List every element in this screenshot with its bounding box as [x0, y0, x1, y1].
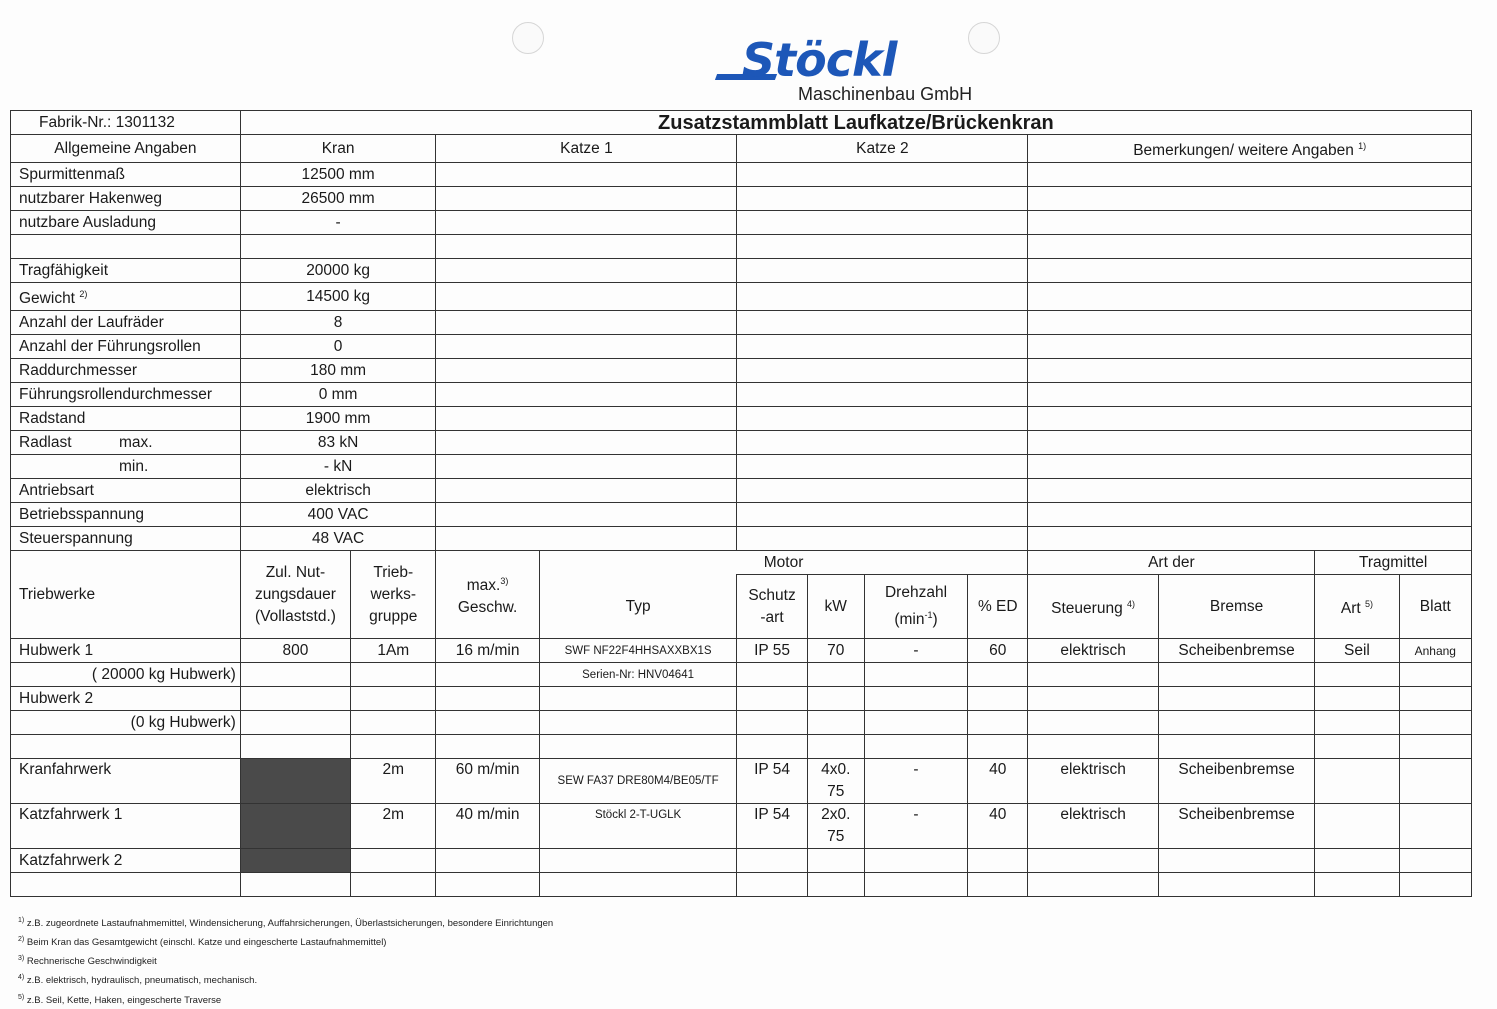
bremse: Scheibenbremse — [1158, 759, 1315, 804]
label-cell — [11, 283, 241, 311]
h-drehzahl-sup: -1 — [924, 610, 933, 621]
row-hubwerk-empty — [11, 735, 1472, 759]
h-drehzahl-2b: ) — [932, 611, 938, 629]
label: Hubwerk 2 — [11, 687, 241, 711]
label: nutzbare Ausladung — [11, 211, 241, 235]
zul-blacked — [240, 849, 350, 873]
kw: 70 — [807, 639, 864, 663]
footnote-5-num: 5) — [18, 993, 25, 1001]
h-geschw-sup: 3) — [500, 576, 509, 587]
value-kran: 0 — [240, 335, 436, 359]
value-kran: 83 kN — [240, 431, 436, 455]
h-zul-1: Zul. Nut- — [265, 563, 326, 581]
max-label: max. — [119, 433, 153, 451]
h-steuerung — [1028, 575, 1158, 639]
h-blatt: Blatt — [1399, 575, 1471, 639]
row-spurmittenmass — [11, 163, 1472, 187]
h-art-label: Art — [1340, 600, 1361, 618]
row-katzfahrwerk1 — [11, 804, 1472, 849]
row-kranfahrwerk — [11, 759, 1472, 804]
value-kran: 12500 mm — [240, 163, 436, 187]
sub-label: (0 kg Hubwerk) — [11, 711, 241, 735]
h-zul-3: (Vollaststd.) — [254, 607, 336, 625]
min-label: min. — [119, 457, 149, 475]
col-kran: Kran — [240, 135, 436, 163]
footnote-2-text: Beim Kran das Gesamtgewicht (einschl. Katze und eingescherte Lastaufnahmemittel) — [26, 937, 387, 949]
value-kran: 8 — [240, 311, 436, 335]
row-radlast-min — [11, 455, 1472, 479]
row-fuehrungsrollendurchmesser — [11, 383, 1472, 407]
drehzahl: - — [864, 759, 967, 804]
label-sup: 2) — [79, 289, 88, 300]
footnote-1-text: z.B. zugeordnete Lastaufnahmemittel, Windensicherung, Auffahrsicherungen, Überlastsicherungen, besondere Einrichtungen — [26, 918, 554, 930]
h-bremse: Bremse — [1158, 575, 1315, 639]
row-katzfahrwerk2 — [11, 849, 1472, 873]
footnote-3 — [18, 951, 553, 970]
row-betriebsspannung — [11, 503, 1472, 527]
footnote-5-text: z.B. Seil, Kette, Haken, eingescherte Traverse — [26, 994, 222, 1006]
row-raddurchmesser — [11, 359, 1472, 383]
gruppe: 2m — [351, 759, 436, 804]
h-kw: kW — [807, 575, 864, 639]
bremse: Scheibenbremse — [1158, 804, 1315, 849]
title-row — [11, 111, 1472, 135]
row-radlast-max — [11, 431, 1472, 455]
footnote-4-text: z.B. elektrisch, hydraulisch, pneumatisch, mechanisch. — [26, 975, 258, 987]
row-hubwerk1 — [11, 639, 1472, 663]
kw — [807, 804, 864, 849]
typ: SEW FA37 DRE80M4/BE05/TF — [539, 759, 737, 804]
value-kran: 180 mm — [240, 359, 436, 383]
col-bemerkungen-sup: 1) — [1358, 141, 1367, 151]
h-tragmittel: Tragmittel — [1315, 551, 1472, 575]
footnote-3-num: 3) — [18, 955, 25, 963]
col-bemerkungen-label: Bemerkungen/ weitere Angaben — [1133, 142, 1354, 160]
sheet-table — [10, 110, 1472, 897]
h-gruppe-2: werks- — [370, 585, 417, 603]
row-antriebsart — [11, 479, 1472, 503]
h-steuerung-label: Steuerung — [1051, 600, 1123, 618]
h-motor: Motor — [539, 551, 1028, 575]
label: Raddurchmesser — [11, 359, 241, 383]
geschw: 60 m/min — [436, 759, 539, 804]
schutz: IP 54 — [737, 759, 807, 804]
col-bemerkungen — [1028, 135, 1472, 163]
h-typ: Typ — [539, 575, 737, 639]
h-ed: % ED — [968, 575, 1028, 639]
kw — [807, 759, 864, 804]
h-zul-2: zungsdauer — [254, 585, 336, 603]
value-kran: elektrisch — [240, 479, 436, 503]
footnote-4-num: 4) — [18, 974, 25, 982]
row-ausladung — [11, 211, 1472, 235]
col-allgemeine: Allgemeine Angaben — [11, 135, 241, 163]
gruppe: 2m — [351, 804, 436, 849]
label: Tragfähigkeit — [11, 259, 241, 283]
h-artder: Art der — [1028, 551, 1315, 575]
footnote-3-text: Rechnerische Geschwindigkeit — [26, 956, 157, 968]
label: Katzfahrwerk 2 — [11, 849, 241, 873]
h-zul — [240, 551, 350, 639]
typ: SWF NF22F4HHSAXXBX1S — [539, 639, 737, 663]
label: Radstand — [11, 407, 241, 431]
h-drehzahl-2a: (min — [894, 611, 925, 629]
h-gruppe — [351, 551, 436, 639]
value-kran: - kN — [240, 455, 436, 479]
schutz: IP 55 — [737, 639, 807, 663]
section2-header-1 — [11, 551, 1472, 575]
label: nutzbarer Hakenweg — [11, 187, 241, 211]
row-steuerspannung — [11, 527, 1472, 551]
kw-1: 4x0. — [821, 761, 851, 779]
logo-company: Maschinenbau GmbH — [798, 84, 973, 104]
label: Spurmittenmaß — [11, 163, 241, 187]
zul: 800 — [240, 639, 350, 663]
bremse: Scheibenbremse — [1158, 639, 1315, 663]
h-steuerung-sup: 4) — [1127, 599, 1136, 610]
section1-header — [11, 135, 1472, 163]
logo-brand: Stöckl — [742, 33, 897, 87]
value-kran: 0 mm — [240, 383, 436, 407]
geschw: 40 m/min — [436, 804, 539, 849]
label: Gewicht — [19, 290, 75, 308]
h-art — [1315, 575, 1399, 639]
footnote-1-num: 1) — [18, 917, 25, 924]
fabrik-nr: Fabrik-Nr.: 1301132 — [11, 111, 241, 135]
h-art-sup: 5) — [1365, 599, 1374, 610]
h-triebwerke: Triebwerke — [11, 551, 241, 639]
col-katze1: Katze 1 — [436, 135, 737, 163]
footnote-2 — [18, 932, 553, 951]
row-hakenweg — [11, 187, 1472, 211]
row-gewicht — [11, 283, 1472, 311]
row-laufraeder — [11, 311, 1472, 335]
blatt: Anhang — [1399, 639, 1471, 663]
footnote-5 — [18, 990, 553, 1009]
art: Seil — [1315, 639, 1399, 663]
label: Führungsrollendurchmesser — [11, 383, 241, 407]
steuerung: elektrisch — [1028, 759, 1158, 804]
punch-hole-left — [512, 22, 544, 54]
h-gruppe-3: gruppe — [369, 607, 418, 625]
h-schutz — [737, 575, 807, 639]
drehzahl: - — [864, 804, 967, 849]
value-kran: 48 VAC — [240, 527, 436, 551]
value-kran: 400 VAC — [240, 503, 436, 527]
typ: Stöckl 2-T-UGLK — [539, 804, 737, 849]
label: Antriebsart — [11, 479, 241, 503]
footnote-2-num: 2) — [18, 936, 25, 944]
row-hubwerk2 — [11, 687, 1472, 711]
drehzahl: - — [864, 639, 967, 663]
label-cell — [11, 431, 241, 455]
h-geschw — [436, 551, 539, 639]
zul-blacked — [240, 804, 350, 849]
kw-2: 75 — [827, 783, 845, 801]
label: Betriebsspannung — [11, 503, 241, 527]
h-schutz-1: Schutz — [748, 586, 796, 604]
label: Katzfahrwerk 1 — [11, 804, 241, 849]
gruppe: 1Am — [351, 639, 436, 663]
h-gruppe-1: Trieb- — [373, 563, 414, 581]
row-fuehrungsrollen — [11, 335, 1472, 359]
ed: 40 — [968, 804, 1028, 849]
label: Kranfahrwerk — [11, 759, 241, 804]
serien: Serien-Nr: HNV04641 — [539, 663, 737, 687]
steuerung: elektrisch — [1028, 639, 1158, 663]
h-geschw-2: Geschw. — [457, 599, 518, 617]
label: Steuerspannung — [11, 527, 241, 551]
label: Radlast — [19, 433, 72, 451]
ed: 40 — [968, 759, 1028, 804]
kw-1: 2x0. — [821, 806, 851, 824]
h-geschw-1: max. — [466, 577, 501, 595]
row-hubwerk1-sub — [11, 663, 1472, 687]
h-schutz-2: -art — [760, 608, 784, 626]
value-kran: 1900 mm — [240, 407, 436, 431]
row-tragfaehigkeit — [11, 259, 1472, 283]
row-empty — [11, 235, 1472, 259]
label-cell — [11, 455, 241, 479]
company-logo — [712, 34, 1012, 106]
sheet-title: Zusatzstammblatt Laufkatze/Brückenkran — [240, 111, 1471, 135]
sub-label: ( 20000 kg Hubwerk) — [11, 663, 241, 687]
footnote-4 — [18, 970, 553, 989]
kw-2: 75 — [827, 828, 845, 846]
value-kran: 20000 kg — [240, 259, 436, 283]
value-kran: 26500 mm — [240, 187, 436, 211]
label: Anzahl der Führungsrollen — [11, 335, 241, 359]
footnotes — [18, 913, 553, 1009]
h-drehzahl-1: Drehzahl — [884, 584, 948, 602]
footnote-1 — [18, 913, 553, 932]
h-drehzahl — [864, 575, 967, 639]
label: Hubwerk 1 — [11, 639, 241, 663]
label: Anzahl der Laufräder — [11, 311, 241, 335]
geschw: 16 m/min — [436, 639, 539, 663]
value-kran: 14500 kg — [240, 283, 436, 311]
data-sheet — [10, 110, 1472, 902]
col-katze2: Katze 2 — [737, 135, 1028, 163]
zul-blacked — [240, 759, 350, 804]
row-katzfahrwerk2-empty — [11, 873, 1472, 897]
row-hubwerk2-sub — [11, 711, 1472, 735]
steuerung: elektrisch — [1028, 804, 1158, 849]
schutz: IP 54 — [737, 804, 807, 849]
row-radstand — [11, 407, 1472, 431]
ed: 60 — [968, 639, 1028, 663]
value-kran: - — [240, 211, 436, 235]
